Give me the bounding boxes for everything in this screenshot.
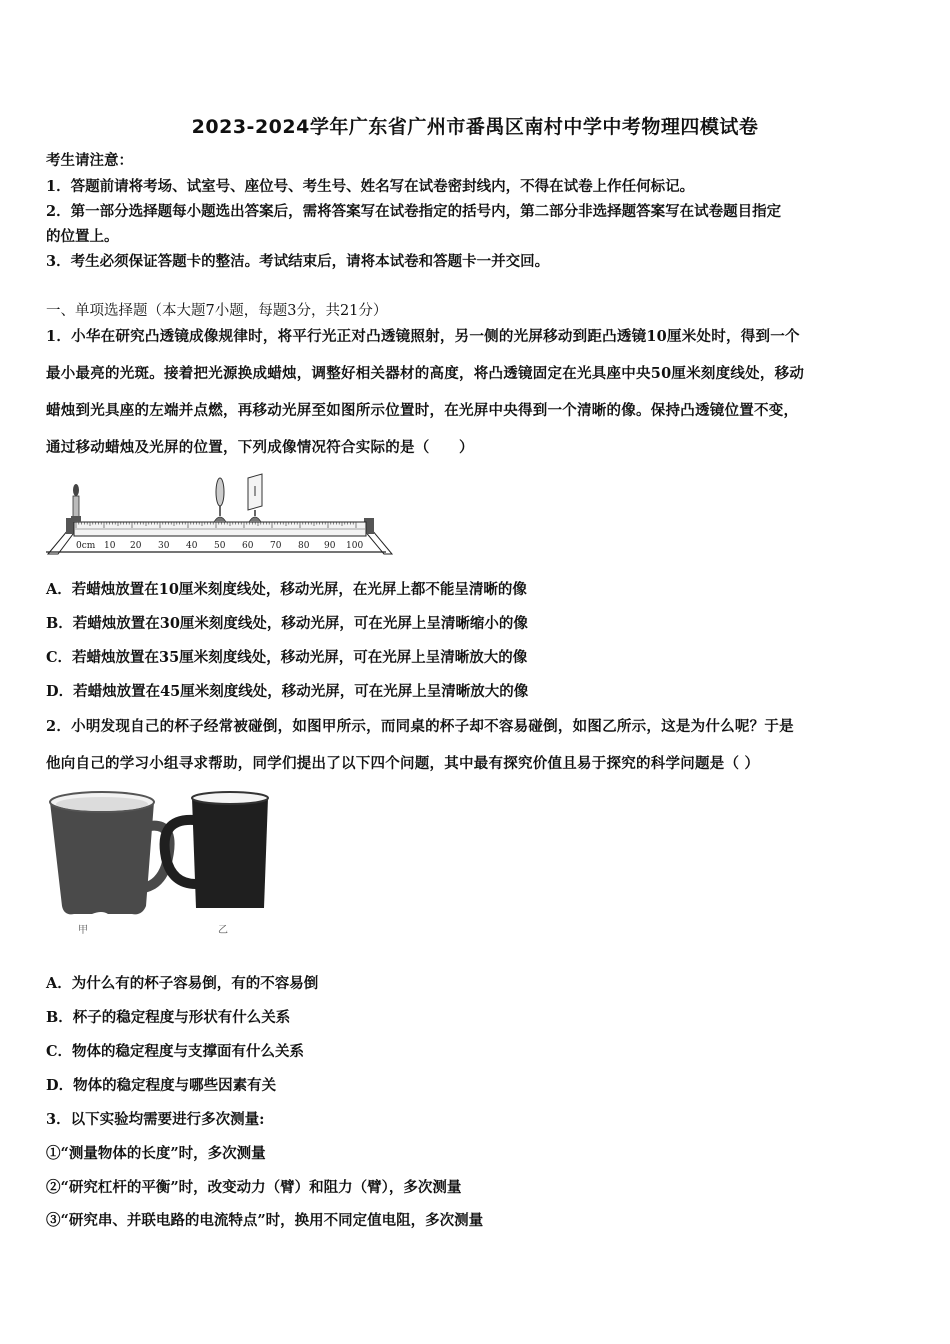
question-text: 2．小明发现自己的杯子经常被碰倒，如图甲所示，而同桌的杯子却不容易碰倒，如图乙所示，这是为什么呢？于是: [46, 718, 794, 735]
scale-label: 40: [186, 541, 198, 551]
option-a: A．若蜡烛放置在10厘米刻度线处，移动光屏，在光屏上都不能呈清晰的像: [46, 581, 527, 598]
notice-item: 的位置上。: [46, 228, 119, 245]
question-text: 最小最亮的光斑。接着把光源换成蜡烛，调整好相关器材的高度，将凸透镜固定在光具座中央50厘米刻度线处，移动: [46, 365, 805, 382]
scale-label: 70: [270, 541, 282, 551]
light-screen-icon: [248, 474, 262, 522]
option-d: D．若蜡烛放置在45厘米刻度线处，移动光屏，可在光屏上呈清晰放大的像: [46, 683, 529, 700]
scale-label: 90: [324, 541, 336, 551]
option-b: B．若蜡烛放置在30厘米刻度线处，移动光屏，可在光屏上呈清晰缩小的像: [46, 615, 528, 632]
candle-icon: [71, 484, 81, 522]
scale-label: 50: [214, 541, 226, 551]
scale-label: 10: [104, 541, 116, 551]
option-c: C．物体的稳定程度与支撑面有什么关系: [46, 1043, 305, 1060]
mug-left-icon: [50, 792, 170, 914]
scale-label: 80: [298, 541, 310, 551]
scale-label: 60: [242, 541, 254, 551]
notice-item: 1．答题前请将考场、试室号、座位号、考生号、姓名写在试卷密封线内，不得在试卷上作任何标记。: [46, 178, 695, 195]
scale-label: 100: [346, 541, 364, 551]
convex-lens-icon: [214, 478, 226, 522]
notice-item: 2．第一部分选择题每小题选出答案后，需将答案写在试卷指定的括号内，第二部分非选择题答案写在试卷题目指定: [46, 203, 782, 220]
optical-bench-figure: [46, 470, 396, 560]
question-item: ①“测量物体的长度”时，多次测量: [46, 1145, 266, 1162]
figure-label-yi: 乙: [218, 925, 228, 936]
page-title: 2023-2024学年广东省广州市番禺区南村中学中考物理四模试卷: [191, 116, 759, 138]
scale-label: 30: [158, 541, 170, 551]
scale-label: 0cm: [76, 541, 96, 551]
question-text: 他向自己的学习小组寻求帮助，同学们提出了以下四个问题，其中最有探究价值且易于探究的科学问题是（ ）: [46, 755, 760, 772]
option-c: C．若蜡烛放置在35厘米刻度线处，移动光屏，可在光屏上呈清晰放大的像: [46, 649, 528, 666]
question-item: ②“研究杠杆的平衡”时，改变动力（臂）和阻力（臂），多次测量: [46, 1179, 462, 1196]
scale-labels: [76, 541, 363, 551]
question-text: 1．小华在研究凸透镜成像规律时，将平行光正对凸透镜照射，另一侧的光屏移动到距凸透镜10厘米处时，得到一个: [46, 328, 800, 345]
question-item: ③“研究串、并联电路的电流特点”时，换用不同定值电阻，多次测量: [46, 1212, 484, 1229]
mug-right-icon: [165, 792, 268, 908]
notice-item: 3．考生必须保证答题卡的整洁。考试结束后，请将本试卷和答题卡一并交回。: [46, 253, 550, 270]
question-text: 蜡烛到光具座的左端并点燃，再移动光屏至如图所示位置时，在光屏中央得到一个清晰的像。保持凸透镜位置不变，: [46, 402, 799, 419]
mugs-figure: [46, 788, 286, 938]
section-heading: 一、单项选择题（本大题7小题，每题3分，共21分）: [46, 303, 388, 319]
option-a: A．为什么有的杯子容易倒，有的不容易倒: [46, 975, 319, 992]
option-d: D．物体的稳定程度与哪些因素有关: [46, 1077, 277, 1094]
figure-label-jia: 甲: [78, 925, 88, 936]
question-text: 通过移动蜡烛及光屏的位置，下列成像情况符合实际的是（ ）: [46, 439, 474, 456]
scale-label: 20: [130, 541, 142, 551]
option-b: B．杯子的稳定程度与形状有什么关系: [46, 1009, 291, 1026]
notice-heading: 考生请注意：: [46, 152, 133, 169]
question-text: 3．以下实验均需要进行多次测量:: [46, 1111, 265, 1128]
